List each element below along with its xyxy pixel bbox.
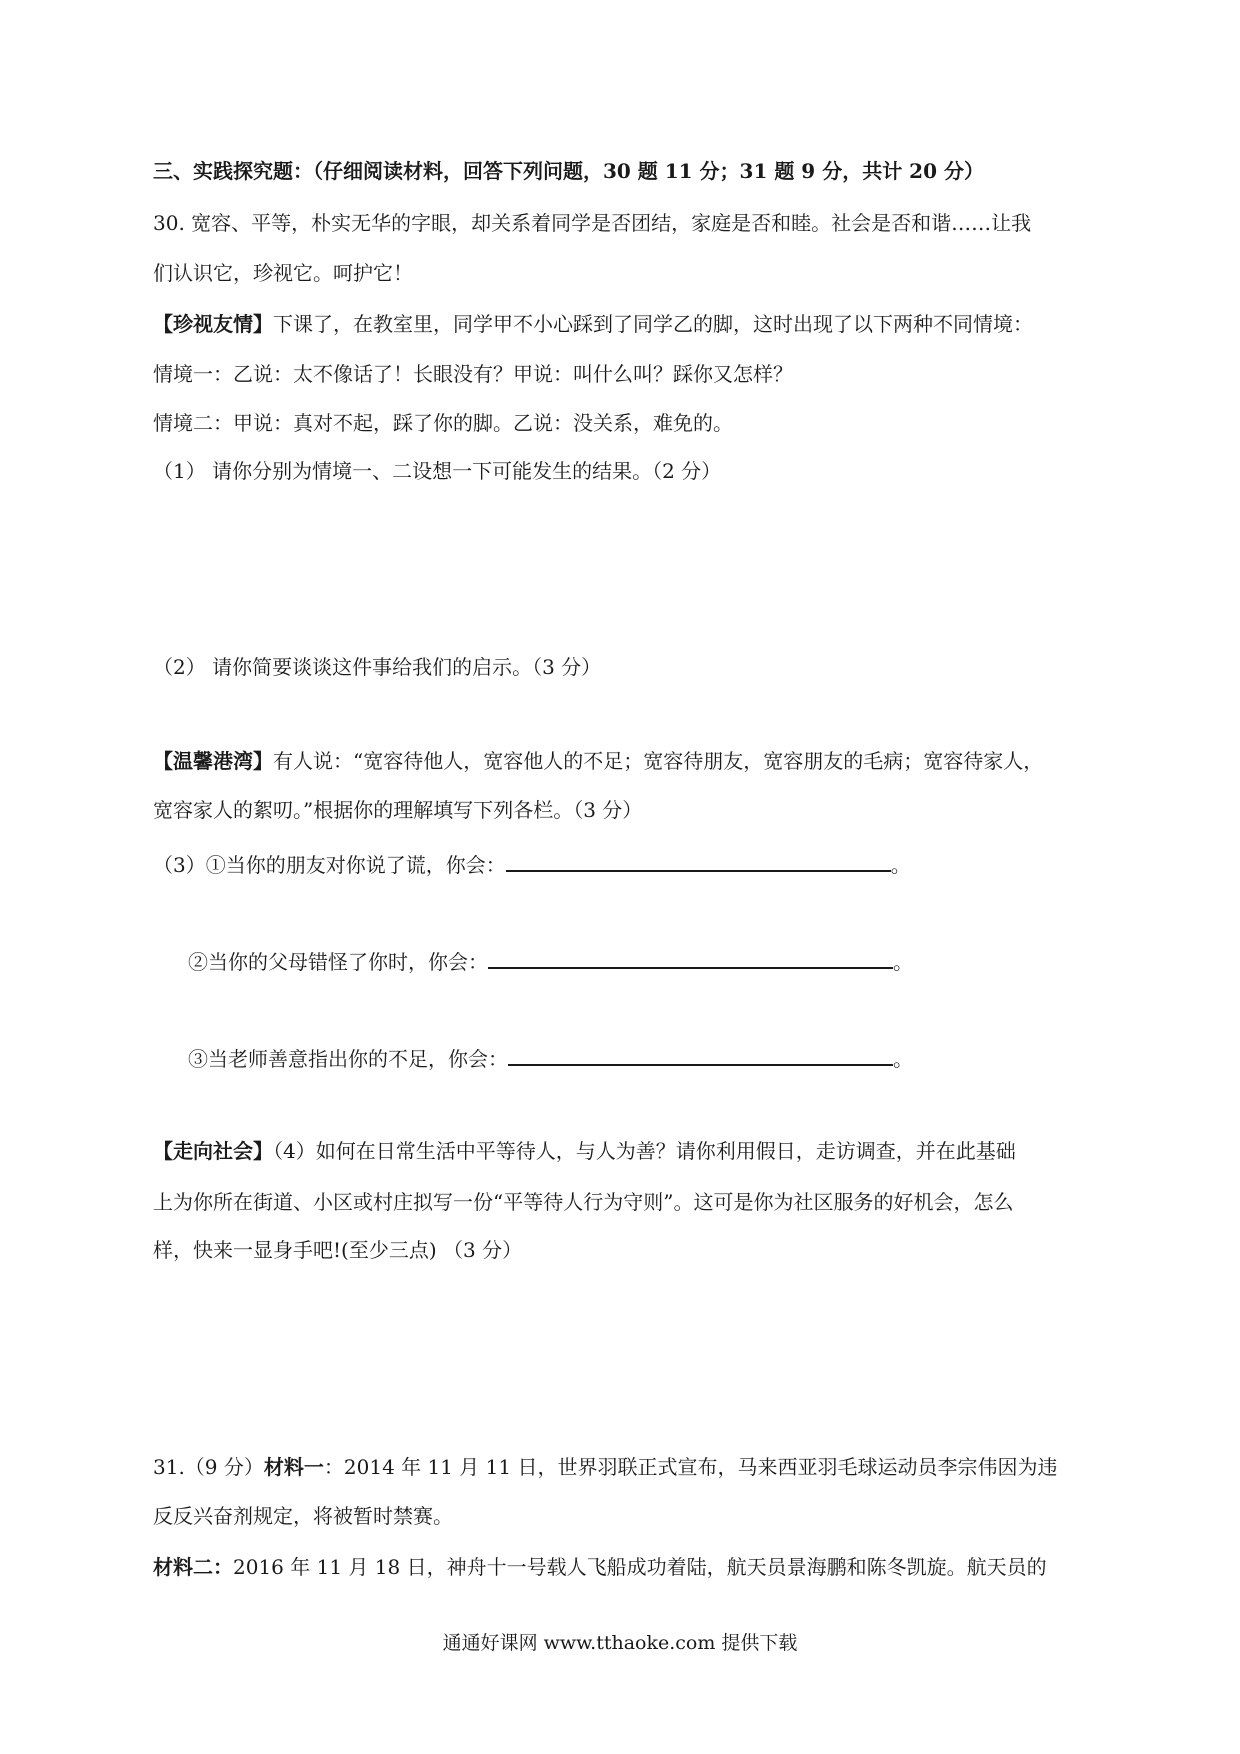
harbor-text-line2: 宽容家人的絮叨。”根据你的理解填写下列各栏。（3 分） <box>153 798 643 822</box>
material1-label: 材料一 <box>263 1455 324 1479</box>
end-mark-3-1: 。 <box>890 853 911 877</box>
question-3-3 <box>188 1042 913 1073</box>
question-3-3-text: ③当老师善意指出你的不足，你会： <box>188 1047 508 1071</box>
answer-blank-3-3[interactable] <box>508 1042 893 1066</box>
society-line1: （4）如何在日常生活中平等待人，与人为善？请你利用假日，走访调查，并在此基础 <box>273 1139 1016 1163</box>
section-heading: 三、实践探究题：（仔细阅读材料，回答下列问题，30 题 11 分；31 题 9 分，共计 20 分） <box>153 159 984 183</box>
question-2: （2） 请你简要谈谈这件事给我们的启示。（3 分） <box>153 655 602 679</box>
q31-prefix: 31.（9 分） <box>153 1455 264 1479</box>
harbor-paragraph <box>153 747 1043 775</box>
material2-label: 材料二： <box>153 1555 233 1579</box>
end-mark-3-2: 。 <box>893 950 913 974</box>
question-3-1-text: （3）①当你的朋友对你说了谎，你会： <box>153 853 506 877</box>
society-line3: 样，快来一显身手吧!(至少三点) （3 分） <box>153 1238 523 1262</box>
society-paragraph <box>153 1137 1016 1165</box>
q30-intro-line1: 30. 宽容、平等，朴实无华的字眼，却关系着同学是否团结，家庭是否和睦。社会是否和谐……让我 <box>153 211 1032 235</box>
q31-material2 <box>153 1553 1047 1581</box>
material1-line2: 反反兴奋剂规定，将被暂时禁赛。 <box>153 1504 453 1528</box>
society-tag: 【走向社会】 <box>153 1139 273 1163</box>
friendship-paragraph <box>153 310 1033 338</box>
harbor-tag: 【温馨港湾】 <box>153 749 273 773</box>
question-1: （1） 请你分别为情境一、二设想一下可能发生的结果。（2 分） <box>153 459 722 483</box>
q30-intro-line2: 们认识它，珍视它。呵护它！ <box>153 261 413 285</box>
answer-blank-3-2[interactable] <box>488 945 893 969</box>
question-3-2-text: ②当你的父母错怪了你时，你会： <box>188 950 488 974</box>
question-3-1 <box>153 848 911 879</box>
society-line2: 上为你所在街道、小区或村庄拟写一份“平等待人行为守则”。这可是你为社区服务的好机会，怎么 <box>153 1190 1014 1214</box>
answer-blank-3-1[interactable] <box>506 848 891 872</box>
scene2-text: 情境二：甲说：真对不起，踩了你的脚。乙说：没关系，难免的。 <box>153 411 733 435</box>
friendship-tag: 【珍视友情】 <box>153 312 273 336</box>
question-3-2 <box>188 945 913 976</box>
end-mark-3-3: 。 <box>893 1047 913 1071</box>
friendship-text: 下课了，在教室里，同学甲不小心踩到了同学乙的脚，这时出现了以下两种不同情境： <box>273 312 1033 336</box>
page-footer: 通通好课网 www.tthaoke.com 提供下载 <box>442 1632 798 1654</box>
scene1-text: 情境一：乙说：太不像话了！长眼没有？甲说：叫什么叫？踩你又怎样？ <box>153 362 793 386</box>
harbor-text-line1: 有人说：“宽容待他人，宽容他人的不足；宽容待朋友，宽容朋友的毛病；宽容待家人， <box>273 749 1044 773</box>
q31-material1 <box>153 1453 1057 1481</box>
material2-line1: 2016 年 11 月 18 日，神舟十一号载人飞船成功着陆，航天员景海鹏和陈冬凯旋。航天员的 <box>233 1555 1047 1579</box>
material1-line1: ：2014 年 11 月 11 日，世界羽联正式宣布，马来西亚羽毛球运动员李宗伟因为违 <box>323 1455 1058 1479</box>
